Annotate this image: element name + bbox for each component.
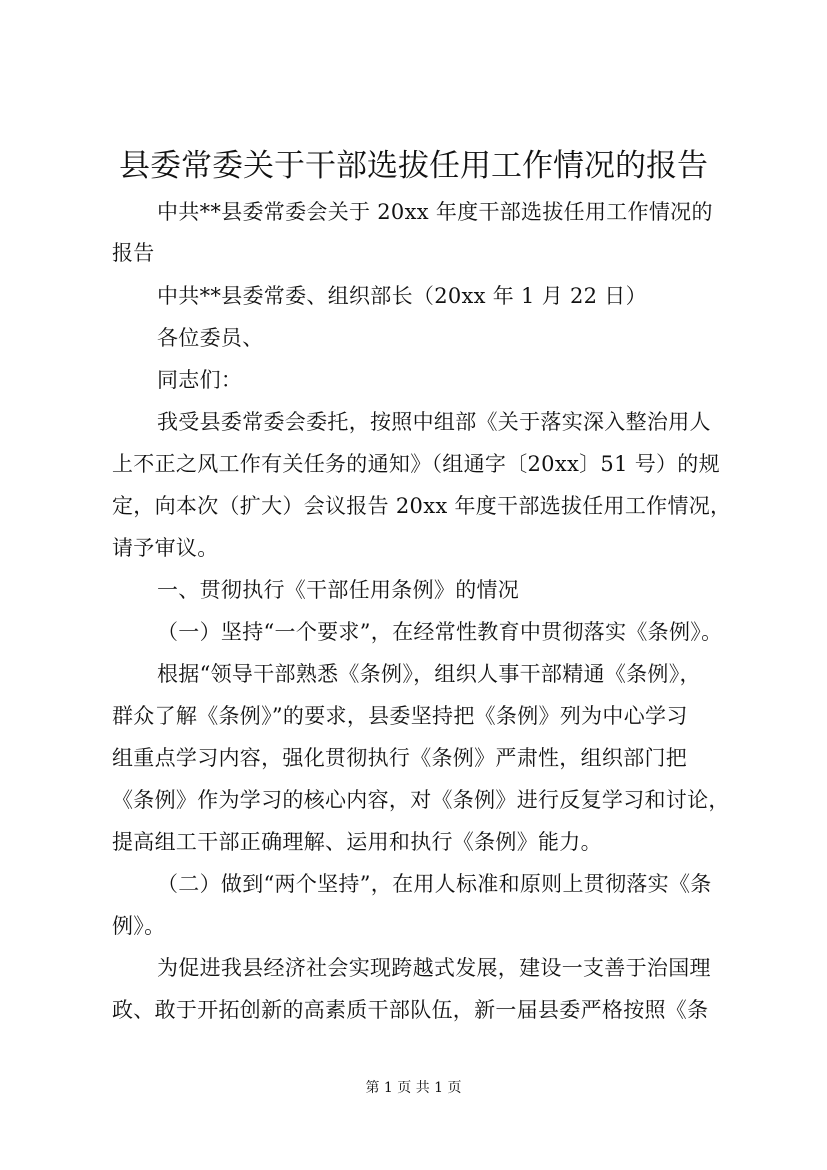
- body-line: 根据“领导干部熟悉《条例》，组织人事干部精通《条例》，: [157, 662, 701, 686]
- subsection-heading: （二）做到“两个坚持”，在用人标准和原则上贯彻落实《条: [157, 872, 712, 896]
- body-line: 提高组工干部正确理解、运用和执行《条例》能力。: [112, 830, 602, 854]
- body-line: 群众了解《条例》”的要求，县委坚持把《条例》列为中心学习: [112, 704, 688, 728]
- body-line: 中共**县委常委会关于 20xx 年度干部选拔任用工作情况的: [157, 200, 713, 224]
- body-line: 为促进我县经济社会实现跨越式发展，建设一支善于治国理: [157, 956, 711, 980]
- body-line: 定，向本次（扩大）会议报告 20xx 年度干部选拔任用工作情况，: [112, 494, 732, 518]
- body-line: 组重点学习内容，强化贯彻执行《条例》严肃性，组织部门把: [112, 746, 688, 770]
- body-line: 同志们：: [157, 368, 243, 392]
- subsection-heading: （一）坚持“一个要求”，在经常性教育中贯彻落实《条例》。: [157, 620, 723, 644]
- section-heading: 一、贯彻执行《干部任用条例》的情况: [157, 578, 520, 602]
- page-footer: 第 1 页 共 1 页: [365, 1080, 462, 1096]
- body-line: 我受县委常委会委托，按照中组部《关于落实深入整治用人: [157, 410, 711, 434]
- body-line: 各位委员、: [157, 326, 264, 350]
- body-line: 上不正之风工作有关任务的通知》（组通字〔20xx〕51 号）的规: [112, 452, 720, 476]
- body-line: 《条例》作为学习的核心内容，对《条例》进行反复学习和讨论，: [112, 788, 730, 812]
- body-line: 报告: [112, 241, 155, 265]
- body-line: 政、敢于开拓创新的高素质干部队伍，新一届县委严格按照《条: [112, 998, 709, 1022]
- body-line: 请予审议。: [112, 536, 219, 560]
- body-line: 中共**县委常委、组织部长（20xx 年 1 月 22 日）: [157, 284, 647, 308]
- body-line: 例》。: [112, 914, 166, 938]
- document-title: 县委常委关于干部选拔任用工作情况的报告: [119, 148, 708, 184]
